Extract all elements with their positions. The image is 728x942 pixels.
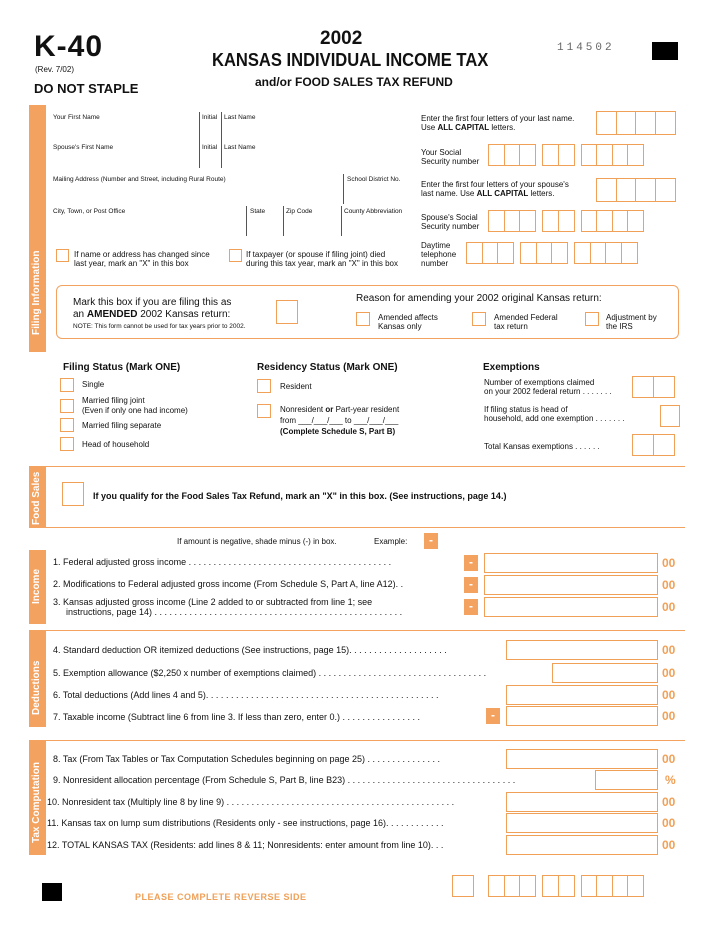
zip-label: Zip Code — [286, 208, 313, 215]
line-6-cents: 00 — [662, 688, 676, 702]
ssn-input[interactable] — [488, 144, 643, 166]
line-11-amount[interactable] — [506, 813, 658, 833]
negative-example-minus: - — [424, 533, 438, 549]
reason-federal-checkbox[interactable] — [472, 312, 486, 326]
line-11-cents: 00 — [662, 816, 676, 830]
revision-date: (Rev. 7/02) — [35, 65, 74, 74]
line-2-cents: 00 — [662, 578, 676, 592]
taxpayer-died-checkbox[interactable] — [229, 249, 242, 262]
reason-kansas-only-checkbox[interactable] — [356, 312, 370, 326]
mailing-address-label: Mailing Address (Number and Street, including Rural Route) — [53, 176, 226, 183]
line-9-percent: % — [665, 773, 676, 787]
head-of-household-label: Head of household — [82, 440, 150, 449]
last-name-field[interactable] — [221, 112, 410, 138]
line-3-amount[interactable] — [484, 597, 658, 617]
form-subtitle: and/or FOOD SALES TAX REFUND — [255, 75, 453, 89]
total-exemptions-input[interactable] — [632, 434, 673, 456]
line-6-text: 6. Total deductions (Add lines 4 and 5). . . . . . . . . . . . . . . . . . . . . . . . . . . . . . . . . . . . . . . . . . . . . . . — [53, 690, 439, 700]
city-field[interactable] — [47, 206, 246, 236]
deductions-label: Deductions — [31, 660, 42, 715]
line-2-amount[interactable] — [484, 575, 658, 595]
single-label: Single — [82, 380, 105, 389]
county-label: County Abbreviation — [344, 208, 403, 215]
line-6-amount[interactable] — [506, 685, 658, 705]
state-label: State — [250, 208, 266, 215]
residency-title: Residency Status (Mark ONE) — [257, 362, 398, 373]
reason-federal-label: Amended Federal tax return — [494, 313, 558, 331]
phone-input[interactable] — [466, 242, 636, 264]
taxpayer-died-label: If taxpayer (or spouse if filing joint) died during this tax year, mark an "X" in this box — [246, 250, 398, 268]
initial-label-2: Initial — [202, 144, 218, 151]
line-3-cents: 00 — [662, 600, 676, 614]
line-4-amount[interactable] — [506, 640, 658, 660]
line-12-amount[interactable] — [506, 835, 658, 855]
line-5-text: 5. Exemption allowance ($2,250 x number of exemptions claimed) . . . . . . . . . . . . . . . . . . . . . . . . . . . . . . . . . . — [53, 668, 487, 678]
registration-mark — [652, 42, 678, 60]
form-code: 114502 — [557, 42, 615, 54]
line-4-cents: 00 — [662, 643, 676, 657]
amended-checkbox[interactable] — [276, 300, 298, 324]
form-title: KANSAS INDIVIDUAL INCOME TAX — [212, 50, 489, 70]
line-5-cents: 00 — [662, 666, 676, 680]
filing-info-label: Filing Information — [31, 250, 42, 335]
last-name-letters-label: Enter the first four letters of your last name. Use ALL CAPITAL letters. — [421, 114, 575, 132]
exemptions-title: Exemptions — [483, 362, 540, 373]
married-separate-label: Married filing separate — [82, 421, 162, 430]
tax-year: 2002 — [320, 28, 363, 49]
school-district-label: School District No. — [347, 176, 401, 183]
last-name-label-2: Last Name — [224, 144, 256, 151]
reason-irs-label: Adjustment by the IRS — [606, 313, 657, 331]
line-8-amount[interactable] — [506, 749, 658, 769]
complete-reverse-side: PLEASE COMPLETE REVERSE SIDE — [135, 892, 307, 902]
line-3-minus[interactable]: - — [464, 599, 478, 615]
reason-title: Reason for amending your 2002 original Kansas return: — [356, 293, 602, 304]
married-joint-checkbox[interactable] — [60, 399, 74, 413]
head-of-household-checkbox[interactable] — [60, 437, 74, 451]
line-2-minus[interactable]: - — [464, 577, 478, 593]
married-separate-checkbox[interactable] — [60, 418, 74, 432]
line-9-amount[interactable] — [595, 770, 658, 790]
reason-irs-checkbox[interactable] — [585, 312, 599, 326]
line-10-cents: 00 — [662, 795, 676, 809]
last-name-label: Last Name — [224, 114, 256, 121]
spouse-letters-label: Enter the first four letters of your spouse's last name. Use ALL CAPITAL letters. — [421, 180, 569, 198]
line-12-cents: 00 — [662, 838, 676, 852]
reason-kansas-only-label: Amended affects Kansas only — [378, 313, 438, 331]
spouse-letters-input[interactable] — [596, 178, 674, 202]
line-10-amount[interactable] — [506, 792, 658, 812]
name-address-block — [47, 108, 410, 248]
line-3-text: 3. Kansas adjusted gross income (Line 2 added to or subtracted from line 1; see instructions, page 14) . . . . . . . . . . . . . . . . . . . . . . . . . . . . . . . . . . . . . . . . . . . . . . . . . . — [53, 597, 403, 617]
amended-label: Mark this box if you are filing this as an AMENDED 2002 Kansas return: — [73, 297, 232, 320]
exemptions-claimed-input[interactable] — [632, 376, 673, 398]
line-1-cents: 00 — [662, 556, 676, 570]
amended-note: NOTE: This form cannot be used for tax years prior to 2002. — [73, 323, 246, 330]
spouse-ssn-input[interactable] — [488, 210, 643, 232]
income-label: Income — [31, 568, 42, 604]
nonresident-checkbox[interactable] — [257, 404, 271, 418]
spouse-ssn-label: Spouse's Social Security number — [421, 213, 480, 231]
do-not-staple: DO NOT STAPLE — [34, 81, 139, 96]
spouse-first-name-label: Spouse's First Name — [53, 144, 114, 151]
footer-code-cells[interactable] — [488, 875, 643, 897]
line-10-text: 10. Nonresident tax (Multiply line 8 by line 9) . . . . . . . . . . . . . . . . . . . . . . . . . . . . . . . . . . . . . . . . . . . . . . — [47, 797, 455, 807]
line-8-text: 8. Tax (From Tax Tables or Tax Computation Schedules beginning on page 25) . . . . . . . . . . . . . . . — [53, 754, 441, 764]
form-id: K-40 — [34, 30, 104, 63]
footer-registration-mark — [42, 883, 62, 901]
negative-example-label: Example: — [374, 537, 408, 546]
exemptions-claimed-label: Number of exemptions claimed on your 2002 federal return . . . . . . . — [484, 378, 612, 396]
food-sales-text: If you qualify for the Food Sales Tax Refund, mark an "X" in this box. (See instructions, page 14.) — [93, 491, 507, 501]
line-4-text: 4. Standard deduction OR itemized deductions (See instructions, page 15). . . . . . . . . . . . . . . . . . . . — [53, 645, 447, 655]
line-7-cents: 00 — [662, 709, 676, 723]
line-8-cents: 00 — [662, 752, 676, 766]
line-9-text: 9. Nonresident allocation percentage (From Schedule S, Part B, line B23) . . . . . . . . . . . . . . . . . . . . . . . . . . . . . . . . . . — [53, 775, 516, 785]
line-11-text: 11. Kansas tax on lump sum distributions (Residents only - see instructions, page 16). . . . . . . . . . . . — [47, 818, 444, 828]
line-7-minus[interactable]: - — [486, 708, 500, 724]
filing-status-title: Filing Status (Mark ONE) — [63, 362, 181, 373]
first-name-label: Your First Name — [53, 114, 100, 121]
total-exemptions-label: Total Kansas exemptions . . . . . . — [484, 442, 600, 451]
phone-label: Daytime telephone number — [421, 241, 457, 268]
initial-label-1: Initial — [202, 114, 218, 121]
mailing-address-field[interactable] — [47, 174, 343, 202]
last-name-letters-input[interactable] — [596, 111, 674, 135]
single-checkbox[interactable] — [60, 378, 74, 392]
nonresident-label: Nonresident or Part-year resident from ___/___/___ to ___/___/___ (Complete Schedule S, Part B) — [280, 405, 400, 436]
city-label: City, Town, or Post Office — [53, 208, 126, 215]
hoh-exemption-label: If filing status is head of household, add one exemption . . . . . . . — [484, 405, 625, 423]
first-name-field[interactable] — [47, 112, 199, 138]
line-7-amount[interactable] — [506, 706, 658, 726]
line-5-amount[interactable] — [552, 663, 658, 683]
food-sales-checkbox[interactable] — [62, 482, 84, 506]
tax-computation-label: Tax Computation — [31, 762, 42, 843]
resident-checkbox[interactable] — [257, 379, 271, 393]
footer-code-box[interactable] — [452, 875, 474, 897]
line-1-amount[interactable] — [484, 553, 658, 573]
negative-note: If amount is negative, shade minus (-) in box. — [177, 537, 337, 546]
line-2-text: 2. Modifications to Federal adjusted gross income (From Schedule S, Part A, line A12). . — [53, 579, 404, 589]
food-sales-label: Food Sales — [31, 471, 42, 525]
address-changed-checkbox[interactable] — [56, 249, 69, 262]
married-joint-label: Married filing joint (Even if only one had income) — [82, 396, 188, 415]
line-7-text: 7. Taxable income (Subtract line 6 from line 3. If less than zero, enter 0.) . . . . . . . . . . . . . . . . — [53, 712, 420, 722]
resident-label: Resident — [280, 382, 312, 391]
line-1-text: 1. Federal adjusted gross income . . . . . . . . . . . . . . . . . . . . . . . . . . . . . . . . . . . . . . . . . — [53, 557, 392, 567]
hoh-exemption-input[interactable] — [660, 405, 679, 427]
line-1-minus[interactable]: - — [464, 555, 478, 571]
spouse-first-name-field[interactable] — [47, 142, 199, 168]
line-12-text: 12. TOTAL KANSAS TAX (Residents: add lines 8 & 11; Nonresidents: enter amount from line 10). . . — [47, 840, 444, 850]
address-changed-label: If name or address has changed since last year, mark an "X" in this box — [74, 250, 210, 268]
ssn-label: Your Social Security number — [421, 148, 480, 166]
